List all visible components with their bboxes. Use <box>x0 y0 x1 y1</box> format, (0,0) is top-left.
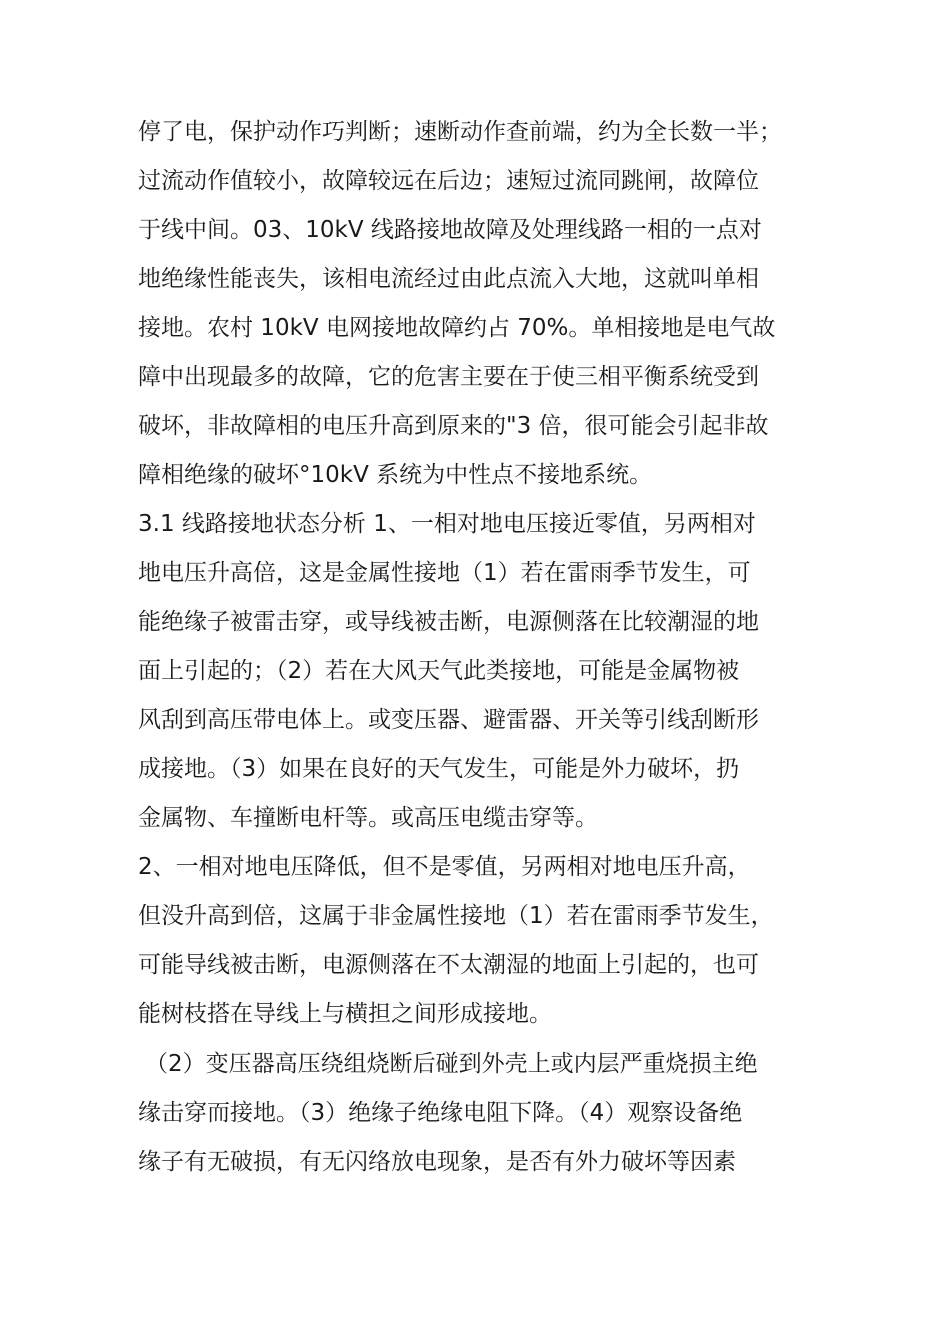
text-line: 能绝缘子被雷击穿，或导线被击断，电源侧落在比较潮湿的地 <box>138 609 759 635</box>
text-line: 3.1 线路接地状态分析 1、一相对地电压接近零值，另两相对 <box>138 511 756 537</box>
text-line: 接地。农村 10kV 电网接地故障约占 70%。单相接地是电气故 <box>138 315 776 341</box>
text-line: 于线中间。03、10kV 线路接地故障及处理线路一相的一点对 <box>138 217 762 243</box>
text-line: 但没升高到倍，这属于非金属性接地（1）若在雷雨季节发生， <box>138 903 774 929</box>
text-line: 地电压升高倍，这是金属性接地（1）若在雷雨季节发生，可 <box>138 560 751 586</box>
text-line: 停了电，保护动作巧判断；速断动作查前端，约为全长数一半； <box>138 119 782 145</box>
text-line: 破坏，非故障相的电压升高到原来的"3 倍，很可能会引起非故 <box>138 413 769 439</box>
text-line: 2、一相对地电压降低，但不是零值，另两相对地电压升高， <box>138 854 751 880</box>
text-line: 金属物、车撞断电杆等。或高压电缆击穿等。 <box>138 805 598 831</box>
text-line: 障中出现最多的故障，它的危害主要在于使三相平衡系统受到 <box>138 364 759 390</box>
text-line: 地绝缘性能丧失，该相电流经过由此点流入大地，这就叫单相 <box>138 266 759 292</box>
text-line: 过流动作值较小，故障较远在后边；速短过流同跳闸，故障位 <box>138 168 759 194</box>
text-line: 可能导线被击断，电源侧落在不太潮湿的地面上引起的，也可 <box>138 952 759 978</box>
text-line: 面上引起的；（2）若在大风天气此类接地，可能是金属物被 <box>138 658 740 684</box>
text-line: （2）变压器高压绕组烧断后碰到外壳上或内层严重烧损主绝 <box>145 1051 758 1077</box>
text-line: 缘击穿而接地。（3）绝缘子绝缘电阻下降。（4）观察设备绝 <box>138 1100 743 1126</box>
text-line: 缘子有无破损，有无闪络放电现象，是否有外力破坏等因素 <box>138 1149 736 1175</box>
text-line: 风刮到高压带电体上。或变压器、避雷器、开关等引线刮断形 <box>138 707 759 733</box>
text-line: 障相绝缘的破坏°10kV 系统为中性点不接地系统。 <box>138 462 653 488</box>
text-line: 成接地。（3）如果在良好的天气发生，可能是外力破坏，扔 <box>138 756 740 782</box>
text-line: 能树枝搭在导线上与横担之间形成接地。 <box>138 1001 552 1027</box>
